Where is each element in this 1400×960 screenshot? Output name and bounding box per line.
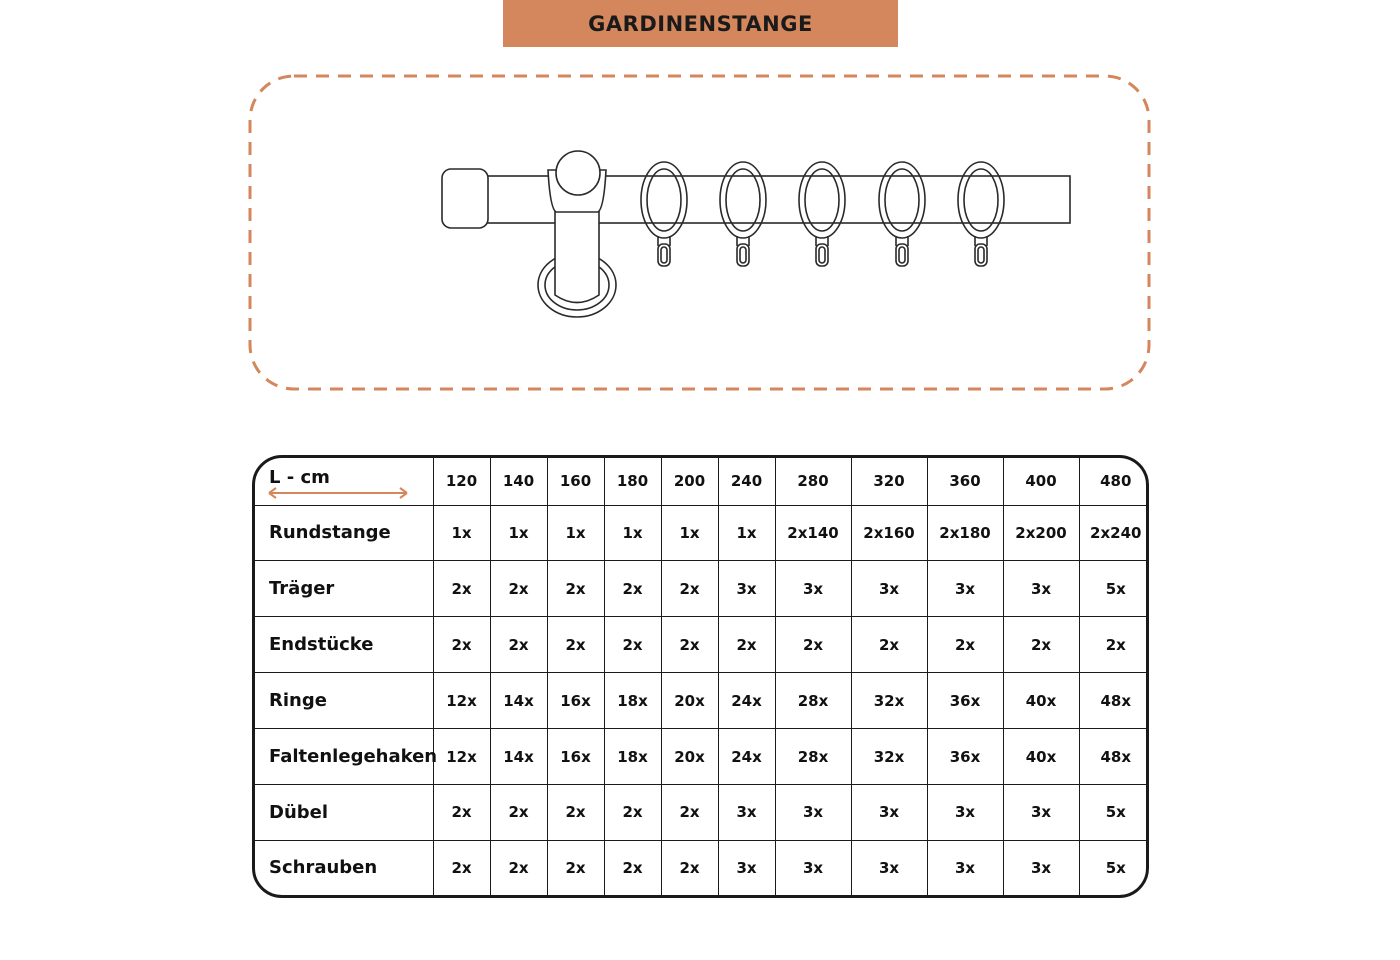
table-cell: 16x	[547, 729, 604, 785]
table-cell: 1x	[718, 505, 775, 561]
table-cell: 3x	[718, 784, 775, 840]
dashed-frame	[250, 76, 1149, 389]
table-cell: 2x	[433, 784, 490, 840]
table-cell: 16x	[547, 673, 604, 729]
table-cell: 3x	[775, 840, 851, 895]
table-cell: 3x	[927, 840, 1003, 895]
table-cell: 1x	[604, 505, 661, 561]
table-cell: 2x	[547, 840, 604, 895]
table-cell: 36x	[927, 729, 1003, 785]
table-header-row	[255, 458, 1149, 505]
length-header-cell	[255, 458, 433, 505]
table-cell: 3x	[851, 784, 927, 840]
length-column-header: 240	[718, 458, 775, 505]
table-cell: 20x	[661, 673, 718, 729]
table-cell: 3x	[718, 840, 775, 895]
table-row	[255, 784, 1149, 840]
row-label: Ringe	[255, 673, 433, 729]
table-cell: 2x	[490, 561, 547, 617]
table-row	[255, 729, 1149, 785]
bracket-knob-icon	[556, 151, 600, 195]
table-cell: 2x	[604, 840, 661, 895]
row-label: Faltenlegehaken	[255, 729, 433, 785]
table-cell: 2x	[433, 561, 490, 617]
table-cell: 2x	[490, 840, 547, 895]
table-cell: 14x	[490, 673, 547, 729]
table-cell: 2x	[661, 784, 718, 840]
table-cell: 40x	[1003, 673, 1079, 729]
table-cell: 5x	[1079, 840, 1149, 895]
length-column-header: 160	[547, 458, 604, 505]
table-cell: 2x200	[1003, 505, 1079, 561]
table-cell: 32x	[851, 673, 927, 729]
length-column-header: 140	[490, 458, 547, 505]
length-column-header: 480	[1079, 458, 1149, 505]
table-cell: 2x	[661, 617, 718, 673]
spec-table-frame	[252, 455, 1149, 898]
table-cell: 2x	[604, 561, 661, 617]
table-row	[255, 505, 1149, 561]
table-cell: 48x	[1079, 673, 1149, 729]
table-cell: 1x	[490, 505, 547, 561]
table-cell: 12x	[433, 729, 490, 785]
table-cell: 2x	[1079, 617, 1149, 673]
table-cell: 2x	[433, 617, 490, 673]
table-cell: 5x	[1079, 561, 1149, 617]
table-cell: 2x	[927, 617, 1003, 673]
table-cell: 2x	[661, 561, 718, 617]
table-cell: 2x	[547, 561, 604, 617]
table-cell: 1x	[661, 505, 718, 561]
table-cell: 48x	[1079, 729, 1149, 785]
table-cell: 40x	[1003, 729, 1079, 785]
table-row	[255, 840, 1149, 895]
table-cell: 2x180	[927, 505, 1003, 561]
table-cell: 3x	[775, 784, 851, 840]
length-label: L - cm	[269, 466, 330, 488]
table-cell: 2x	[604, 784, 661, 840]
row-label: Schrauben	[255, 840, 433, 895]
table-cell: 3x	[927, 561, 1003, 617]
table-cell: 3x	[1003, 784, 1079, 840]
curtain-rod-illustration	[0, 0, 1400, 420]
table-cell: 2x160	[851, 505, 927, 561]
table-cell: 2x	[547, 784, 604, 840]
table-cell: 14x	[490, 729, 547, 785]
row-label: Dübel	[255, 784, 433, 840]
length-column-header: 400	[1003, 458, 1079, 505]
bracket-stem-icon	[555, 200, 599, 303]
table-cell: 2x	[490, 784, 547, 840]
table-row	[255, 673, 1149, 729]
row-label: Träger	[255, 561, 433, 617]
table-cell: 5x	[1079, 784, 1149, 840]
length-column-header: 280	[775, 458, 851, 505]
table-cell: 36x	[927, 673, 1003, 729]
table-cell: 3x	[927, 784, 1003, 840]
table-cell: 3x	[851, 561, 927, 617]
table-cell: 2x	[490, 617, 547, 673]
table-cell: 28x	[775, 673, 851, 729]
table-cell: 18x	[604, 673, 661, 729]
table-cell: 2x	[547, 617, 604, 673]
table-cell: 2x	[1003, 617, 1079, 673]
table-cell: 2x	[718, 617, 775, 673]
length-column-header: 180	[604, 458, 661, 505]
table-cell: 3x	[775, 561, 851, 617]
page-title: GARDINENSTANGE	[588, 11, 813, 36]
row-label: Rundstange	[255, 505, 433, 561]
table-cell: 2x	[775, 617, 851, 673]
table-cell: 18x	[604, 729, 661, 785]
table-cell: 12x	[433, 673, 490, 729]
table-cell: 2x	[851, 617, 927, 673]
table-cell: 3x	[718, 561, 775, 617]
table-cell: 1x	[547, 505, 604, 561]
table-cell: 3x	[1003, 561, 1079, 617]
table-cell: 32x	[851, 729, 927, 785]
length-column-header: 360	[927, 458, 1003, 505]
length-column-header: 120	[433, 458, 490, 505]
table-cell: 3x	[1003, 840, 1079, 895]
table-cell: 2x240	[1079, 505, 1149, 561]
length-column-header: 200	[661, 458, 718, 505]
table-cell: 20x	[661, 729, 718, 785]
row-label: Endstücke	[255, 617, 433, 673]
table-cell: 2x	[604, 617, 661, 673]
table-cell: 1x	[433, 505, 490, 561]
table-row	[255, 617, 1149, 673]
table-cell: 24x	[718, 729, 775, 785]
double-arrow-icon	[267, 487, 409, 499]
table-cell: 24x	[718, 673, 775, 729]
table-row	[255, 561, 1149, 617]
length-column-header: 320	[851, 458, 927, 505]
table-cell: 28x	[775, 729, 851, 785]
end-cap-icon	[442, 169, 488, 228]
table-cell: 2x140	[775, 505, 851, 561]
spec-table	[255, 458, 1149, 895]
table-cell: 3x	[851, 840, 927, 895]
table-cell: 2x	[433, 840, 490, 895]
table-cell: 2x	[661, 840, 718, 895]
